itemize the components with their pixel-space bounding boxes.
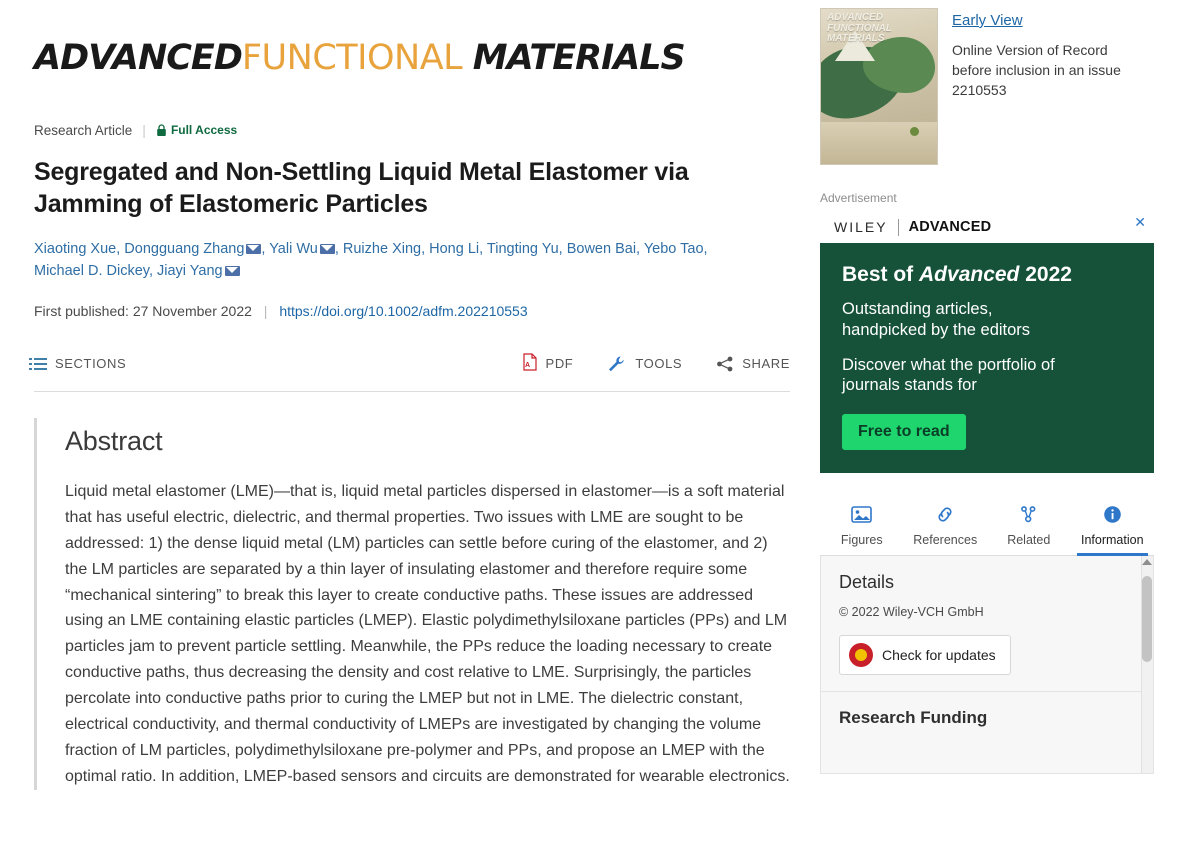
tab-information-label: Information (1080, 533, 1144, 547)
pdf-button[interactable] (522, 353, 574, 375)
share-label: SHARE (742, 356, 790, 372)
details-scrollbar[interactable] (1141, 556, 1153, 773)
copyright-text: © 2022 Wiley-VCH GmbH (839, 605, 984, 619)
abstract-body: Liquid metal elastomer (LME)—that is, liquid metal particles dispersed in elastomer—is a soft material that has useful electric, dielectric, and thermal properties. Two issues with LME are sought to be addressed: 1) the dense liquid metal (LM) particles can settle before curing of the elastomer, and 2) the LM particles are separated by a thin layer of insulating elastomer and therefore require some “mechanical sintering” to break this layer to create conductive paths. These issues are addressed using an LME containing elastic particles (LMEP). Elastic polydimethylsiloxane particles (PPs) and LM particles jam to prevent particle settling. Meanwhile, the PPs reduce the loading necessary to create conductive paths, thus decreasing the density and cost relative to LME. Surprisingly, the particles percolate into conductive paths prior to curing the LMEP but not in LME. The dielectric constant, electrical conductivity, and thermal conductivity of LMEPs are investigated by changing the volume fraction of LM particles, polydimethylsiloxane pre-polymer and PPs, and propose an LMEP with the optimal ratio. In addition, LMEP-based sensors and circuits are demonstrated for wearable electronics. (65, 482, 790, 785)
page-title: Segregated and Non-Settling Liquid Metal Elastomer via Jamming of Elastomeric Particles (34, 158, 689, 218)
article-meta (34, 122, 788, 138)
share-nodes-icon (987, 505, 1071, 525)
tab-related-label: Related (1007, 533, 1051, 547)
abstract-section (34, 418, 794, 790)
ad-brand-wiley: WILEY (834, 219, 888, 235)
ad-headline (842, 263, 1132, 287)
sidebar (820, 0, 1180, 852)
ad-body[interactable] (820, 243, 1154, 473)
sections-label: SECTIONS (55, 356, 127, 372)
journal-logo-functional: FUNCTIONAL (241, 38, 463, 78)
meta-divider: | (142, 122, 146, 138)
tools-label: TOOLS (635, 356, 683, 372)
tab-related[interactable] (987, 497, 1071, 555)
publication-info (34, 303, 788, 319)
author-names-4[interactable]: Michael D. Dickey, Jiayi Yang (34, 263, 223, 280)
ad-line4: journals stands for (842, 376, 977, 395)
tab-figures-label: Figures (840, 533, 883, 547)
issue-note-line1: Online Version of Record (952, 41, 1108, 58)
author-names-1[interactable]: Xiaoting Xue, Dongguang Zhang (34, 241, 245, 257)
advertisement-label: Advertisement (820, 191, 897, 205)
ad-headline-pre: Best of (842, 263, 920, 286)
share-icon (716, 356, 734, 372)
research-funding-heading: Research Funding (839, 708, 988, 727)
svg-text:A: A (524, 361, 531, 369)
tab-figures[interactable] (820, 497, 904, 555)
abstract-heading: Abstract (65, 425, 163, 456)
lock-icon (156, 124, 167, 137)
tab-references[interactable] (904, 497, 988, 555)
advertisement-banner[interactable] (820, 211, 1154, 473)
research-funding-section[interactable] (821, 692, 1153, 728)
ad-text-block-1 (842, 299, 1132, 341)
first-published-label: First published: (34, 302, 129, 319)
journal-logo-advanced: ADVANCED (34, 38, 242, 78)
pdf-icon (522, 353, 538, 375)
tab-information[interactable] (1071, 497, 1155, 555)
issue-note-line2: before inclusion in an issue (952, 62, 1121, 79)
crossmark-button[interactable] (839, 635, 1011, 675)
share-button[interactable] (716, 356, 790, 372)
wrench-icon (607, 355, 627, 373)
scrollbar-thumb[interactable] (1142, 576, 1152, 662)
journal-logo-materials: MATERIALS (472, 38, 685, 78)
journal-cover-image[interactable] (820, 8, 938, 165)
email-icon[interactable] (320, 244, 335, 254)
cover-overlay-title: ADVANCED FUNCTIONAL MATERIALS (827, 12, 892, 44)
crossmark-label: Check for updates (882, 647, 996, 663)
early-view-link[interactable]: Early View (952, 12, 1023, 29)
scroll-up-icon[interactable] (1142, 559, 1152, 565)
issue-info (952, 8, 1121, 165)
sections-button[interactable] (34, 356, 126, 371)
ad-line2: handpicked by the editors (842, 320, 1031, 339)
ad-headline-post: 2022 (1019, 263, 1072, 286)
pubinfo-divider: | (263, 302, 268, 319)
sidebar-tabs (820, 497, 1154, 556)
article-type: Research Article (34, 122, 133, 138)
close-icon[interactable]: ✕ (1134, 214, 1146, 230)
email-icon[interactable] (225, 266, 240, 276)
journal-logo[interactable] (34, 38, 788, 78)
tools-button[interactable] (607, 355, 682, 373)
article-toolbar (34, 353, 790, 392)
email-icon[interactable] (246, 244, 261, 254)
article-number: 2210553 (952, 82, 1007, 99)
issue-cover-block (820, 8, 1162, 165)
doi-link[interactable]: https://doi.org/10.1002/adfm.202210553 (279, 302, 528, 319)
author-names-2[interactable]: , Yali Wu (261, 241, 318, 257)
author-list (34, 238, 779, 283)
ad-brand-advanced: ADVANCED (908, 219, 992, 235)
ad-header (820, 211, 1154, 243)
figures-icon (820, 505, 904, 525)
ad-cta-button[interactable]: Free to read (842, 414, 966, 450)
list-icon (34, 358, 47, 371)
ad-brand-divider (898, 219, 899, 236)
ad-line3: Discover what the portfolio of (842, 355, 1055, 374)
ad-headline-emphasis: Advanced (919, 263, 1020, 286)
ad-line1: Outstanding articles, (842, 300, 993, 318)
first-published-date: 27 November 2022 (132, 302, 252, 319)
tab-references-label: References (913, 533, 978, 547)
author-names-3[interactable]: , Ruizhe Xing, Hong Li, Tingting Yu, Bowen Bai, Yebo Tao, (334, 241, 708, 257)
link-icon (904, 505, 988, 525)
full-access-label: Full Access (170, 123, 238, 137)
details-panel (820, 556, 1154, 774)
crossmark-icon (849, 643, 873, 667)
info-icon (1071, 505, 1155, 525)
full-access-badge (156, 123, 237, 137)
details-heading: Details (839, 572, 895, 592)
ad-text-block-2 (842, 355, 1132, 397)
pdf-label: PDF (545, 356, 574, 372)
